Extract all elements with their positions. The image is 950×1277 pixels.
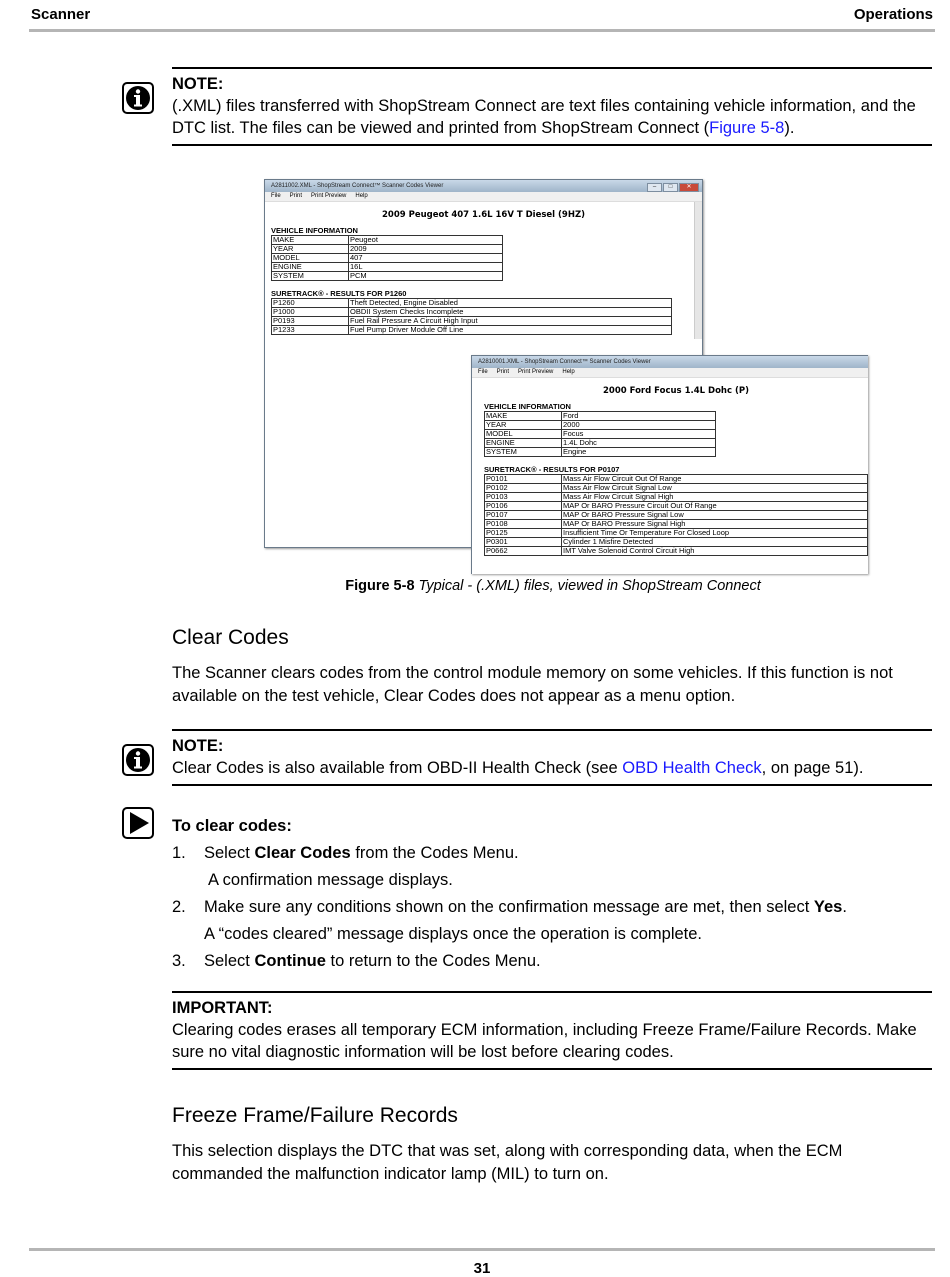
menu-help[interactable]: Help [355, 193, 368, 199]
step-3: Select Continue to return to the Codes Menu. [204, 952, 541, 970]
important-title: IMPORTANT: [172, 999, 273, 1017]
note-text: Clear Codes is also available from OBD-II Health Check (see [172, 759, 623, 777]
scrollbar[interactable] [694, 202, 702, 339]
procedure [172, 817, 932, 977]
table-row: P0107 MAP Or BARO Pressure Signal Low [485, 511, 868, 520]
close-icon[interactable]: ✕ [679, 183, 699, 192]
info-icon [122, 82, 154, 114]
header-left: Scanner [31, 6, 91, 23]
note-box [172, 729, 932, 786]
vehicle-info-table [271, 235, 503, 281]
step-2-result: A “codes cleared” message displays once the operation is complete. [204, 925, 703, 943]
step-1-result: A confirmation message displays. [208, 871, 453, 889]
step-1: Select Clear Codes from the Codes Menu. [204, 844, 519, 862]
table-row: YEAR 2000 [485, 421, 716, 430]
window-titlebar [265, 180, 702, 192]
maximize-icon[interactable]: □ [663, 183, 678, 192]
footer-rule [29, 1248, 935, 1251]
note-text: (.XML) files transferred with ShopStream Connect are text files containing vehicle information, and the DTC list. The files can be viewed and printed from ShopStream Connect ( [172, 97, 916, 137]
figure-caption-text: Typical - (.XML) files, viewed in ShopStream Connect [418, 578, 761, 594]
note-text-end: , on page 51). [761, 759, 864, 777]
table-row: ENGINE 16L [272, 263, 503, 272]
vehicle-title: 2009 Peugeot 407 1.6L 16V T Diesel (9HZ) [381, 210, 586, 220]
vehicle-info-table [484, 411, 716, 457]
note-text-end: ). [784, 119, 795, 137]
vehicle-info-heading: VEHICLE INFORMATION [484, 402, 571, 411]
minimize-icon[interactable]: – [647, 183, 662, 192]
note-title: NOTE: [172, 737, 224, 755]
table-row: MAKE Peugeot [272, 236, 503, 245]
results-table [484, 474, 868, 556]
info-icon [122, 744, 154, 776]
table-row: P1000 OBDII System Checks Incomplete [272, 308, 672, 317]
figure-caption [0, 578, 950, 594]
menu-print[interactable]: Print [496, 369, 510, 375]
header-right: Operations [853, 6, 933, 23]
window-menubar [265, 192, 702, 202]
table-row: YEAR 2009 [272, 245, 503, 254]
vehicle-title: 2000 Ford Focus 1.4L Dohc (P) [603, 386, 749, 396]
table-row: SYSTEM PCM [272, 272, 503, 281]
section-heading-freeze-frame: Freeze Frame/Failure Records [172, 1104, 458, 1127]
table-row: P0103 Mass Air Flow Circuit Signal High [485, 493, 868, 502]
menu-help[interactable]: Help [562, 369, 575, 375]
freeze-frame-paragraph: This selection displays the DTC that was set, along with corresponding data, when the ECM commanded the malfunction indicator lamp (MIL) to turn on. [172, 1142, 843, 1183]
header-rule [29, 29, 935, 32]
table-row: P0108 MAP Or BARO Pressure Signal High [485, 520, 868, 529]
step-number: 2. [172, 898, 186, 916]
table-row: MODEL Focus [485, 430, 716, 439]
results-heading: SURETRACK® - RESULTS FOR P0107 [484, 465, 620, 474]
procedure-arrow-icon [122, 807, 154, 839]
window-title: A2811002.XML - ShopStream Connect™ Scanner Codes Viewer [271, 183, 444, 189]
window-title: A2810001.XML - ShopStream Connect™ Scanner Codes Viewer [478, 359, 651, 365]
note-title: NOTE: [172, 75, 224, 93]
menu-print[interactable]: Print [289, 193, 303, 199]
menu-file[interactable]: File [271, 193, 281, 199]
table-row: P1260 Theft Detected, Engine Disabled [272, 299, 672, 308]
table-row: P0662 IMT Valve Solenoid Control Circuit High [485, 547, 868, 556]
important-box [172, 991, 932, 1070]
clear-codes-paragraph: The Scanner clears codes from the control module memory on some vehicles. If this function is not available on the test vehicle, Clear Codes does not appear as a menu option. [172, 664, 893, 705]
codes-viewer-window-2 [471, 355, 868, 574]
obd-health-check-link[interactable]: OBD Health Check [622, 759, 762, 777]
table-row: P0301 Cylinder 1 Misfire Detected [485, 538, 868, 547]
table-row: P0125 Insufficient Time Or Temperature For Closed Loop [485, 529, 868, 538]
table-row: SYSTEM Engine [485, 448, 716, 457]
window-menubar [472, 368, 868, 378]
table-row: P0102 Mass Air Flow Circuit Signal Low [485, 484, 868, 493]
table-row: P0101 Mass Air Flow Circuit Out Of Range [485, 475, 868, 484]
important-text: Clearing codes erases all temporary ECM information, including Freeze Frame/Failure Records. Make sure no vital diagnostic information will be lost before clearing codes. [172, 1021, 917, 1061]
table-row: P0193 Fuel Rail Pressure A Circuit High Input [272, 317, 672, 326]
figure-link[interactable]: Figure 5-8 [709, 119, 785, 137]
note-box [172, 67, 932, 146]
vehicle-info-heading: VEHICLE INFORMATION [271, 226, 358, 235]
step-2: Make sure any conditions shown on the confirmation message are met, then select Yes. [204, 898, 847, 916]
results-heading: SURETRACK® - RESULTS FOR P1260 [271, 289, 407, 298]
section-heading-clear-codes: Clear Codes [172, 626, 289, 649]
menu-print-preview[interactable]: Print Preview [311, 193, 347, 199]
menu-print-preview[interactable]: Print Preview [518, 369, 554, 375]
table-row: MAKE Ford [485, 412, 716, 421]
procedure-title: To clear codes: [172, 817, 292, 835]
table-row: ENGINE 1.4L Dohc [485, 439, 716, 448]
table-row: P0106 MAP Or BARO Pressure Circuit Out Of Range [485, 502, 868, 511]
results-table [271, 298, 672, 335]
menu-file[interactable]: File [478, 369, 488, 375]
page-number: 31 [473, 1260, 491, 1277]
table-row: MODEL 407 [272, 254, 503, 263]
figure-number: Figure 5-8 [345, 578, 415, 594]
step-number: 3. [172, 952, 186, 970]
table-row: P1233 Fuel Pump Driver Module Off Line [272, 326, 672, 335]
window-titlebar [472, 356, 868, 368]
step-number: 1. [172, 844, 186, 862]
